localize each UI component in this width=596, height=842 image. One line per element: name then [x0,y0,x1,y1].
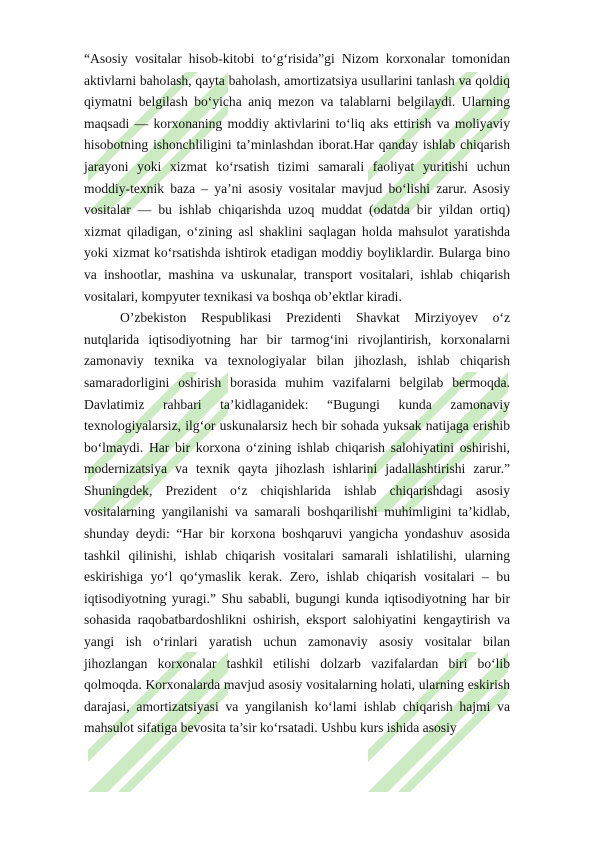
paragraph-prezident-nutqi: O’zbekiston Respublikasi Prezidenti Shavkat Mirziyoyev o‘z nutqlarida iqtisodiyotning har bir tarmog‘ini rivojlantirish, korxonalarni zamonaviy texnika va texnologiyalar bilan jihozlash, ishlab chiqarish samaradorligini oshirish borasida muhim vazifalarni belgilab bermoqda. Davlatimiz rahbari ta’kidlaganidek: “Bugungi kunda zamonaviy texnologiyalarsiz, ilg‘or uskunalarsiz hech bir sohada yuksak natijaga erishib bo‘lmaydi. Har bir korxona o‘zining ishlab chiqarish salohiyatini oshirishi, modernizatsiya va texnik qayta jihozlash ishlarini jadallashtirishi zarur.” Shuningdek, Prezident o‘z chiqishlarida ishlab chiqarishdagi asosiy vositalarning yangilanishi va samarali boshqarilishi muhimligini ta’kidlab, shunday deydi: “Har bir korxona boshqaruvi yangicha yondashuv asosida tashkil qilinishi, ishlab chiqarish vositalari samarali ishlatilishi, ularning eskirishiga yo‘l qo‘ymaslik kerak. Zero, ishlab chiqarish vositalari – bu iqtisodiyotning yuragi.” Shu sababli, bugungi kunda iqtisodiyotning har bir sohasida raqobatbardoshlikni oshirish, eksport salohiyatini kengaytirish va yangi ish o‘rinlari yaratish uchun zamonaviy asosiy vositalar bilan jihozlangan korxonalar tashkil etilishi dolzarb vazifalardan biri bo‘lib qolmoqda. Korxonalarda mavjud asosiy vositalarning holati, ularning eskirish darajasi, amortizatsiyasi va yangilanish ko‘lami ishlab chiqarish hajmi va mahsulot sifatiga bevosita ta’sir ko‘rsatadi. Ushbu kurs ishida asosiy [84,310,510,736]
paragraph-asosiy-vositalar-nizom: “Asosiy vositalar hisob-kitobi to‘g‘risida”gi Nizom korxonalar tomonidan aktivlarni baholash, qayta baholash, amortizatsiya usullarini tanlash va qoldiq qiymatni belgilash bo‘yicha aniq mezon va talablarni belgilaydi. Ularning maqsadi — korxonaning moddiy aktivlarini to‘liq aks ettirish va moliyaviy hisobotning ishonchliligini ta’minlashdan iborat.Har qanday ishlab chiqarish jarayoni yoki xizmat ko‘rsatish tizimi samarali faoliyat yuritishi uchun moddiy-texnik baza – ya’ni asosiy vositalar mavjud bo‘lishi zarur. Asosiy vositalar — bu ishlab chiqarishda uzoq muddat (odatda bir yildan ortiq) xizmat qiladigan, o‘zining asl shaklini saqlagan holda mahsulot yaratishda yoki xizmat ko‘rsatishda ishtirok etadigan moddiy boyliklardir. Bularga bino va inshootlar, mashina va uskunalar, transport vositalari, ishlab chiqarish vositalari, kompyuter texnikasi va boshqa ob’ektlar kiradi. [84,51,510,304]
body-text [84,48,510,739]
